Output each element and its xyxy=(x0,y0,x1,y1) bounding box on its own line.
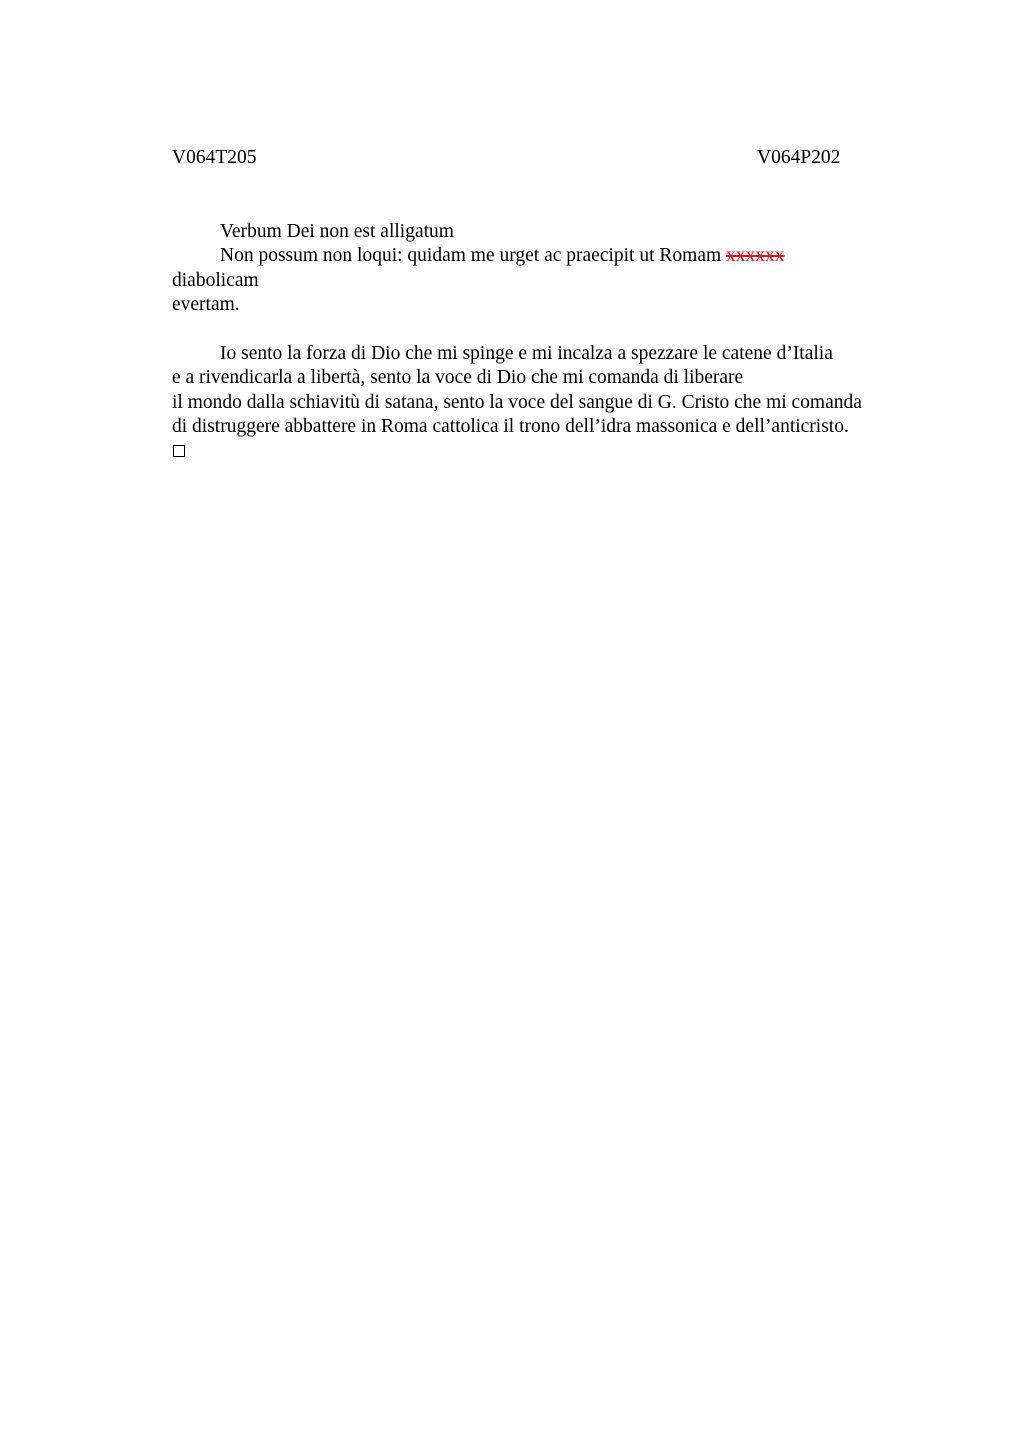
square-box-icon xyxy=(173,445,185,457)
italian-line-4: di distruggere abbattere in Roma cattolica il trono dell’idra massonica e dell’anticristo. xyxy=(172,416,849,437)
struck-out-word: xxxxxx xyxy=(726,245,785,266)
header-right-code: V064P202 xyxy=(757,147,841,168)
latin-line-1 xyxy=(220,244,785,268)
latin-line-1-text: Non possum non loqui: quidam me urget ac praecipit ut Romam xyxy=(220,245,727,266)
header-left-code: V064T205 xyxy=(172,147,257,168)
italian-line-1: Io sento la forza di Dio che mi spinge e mi incalza a spezzare le catene d’Italia xyxy=(220,343,833,364)
latin-title: Verbum Dei non est alligatum xyxy=(220,221,454,242)
italian-line-2: e a rivendicarla a libertà, sento la voce di Dio che mi comanda di liberare xyxy=(172,367,744,388)
italian-line-3: il mondo dalla schiavitù di satana, sento la voce del sangue di G. Cristo che mi comanda xyxy=(172,392,862,413)
latin-line-3: evertam. xyxy=(172,294,240,315)
latin-line-2: diabolicam xyxy=(172,270,259,291)
